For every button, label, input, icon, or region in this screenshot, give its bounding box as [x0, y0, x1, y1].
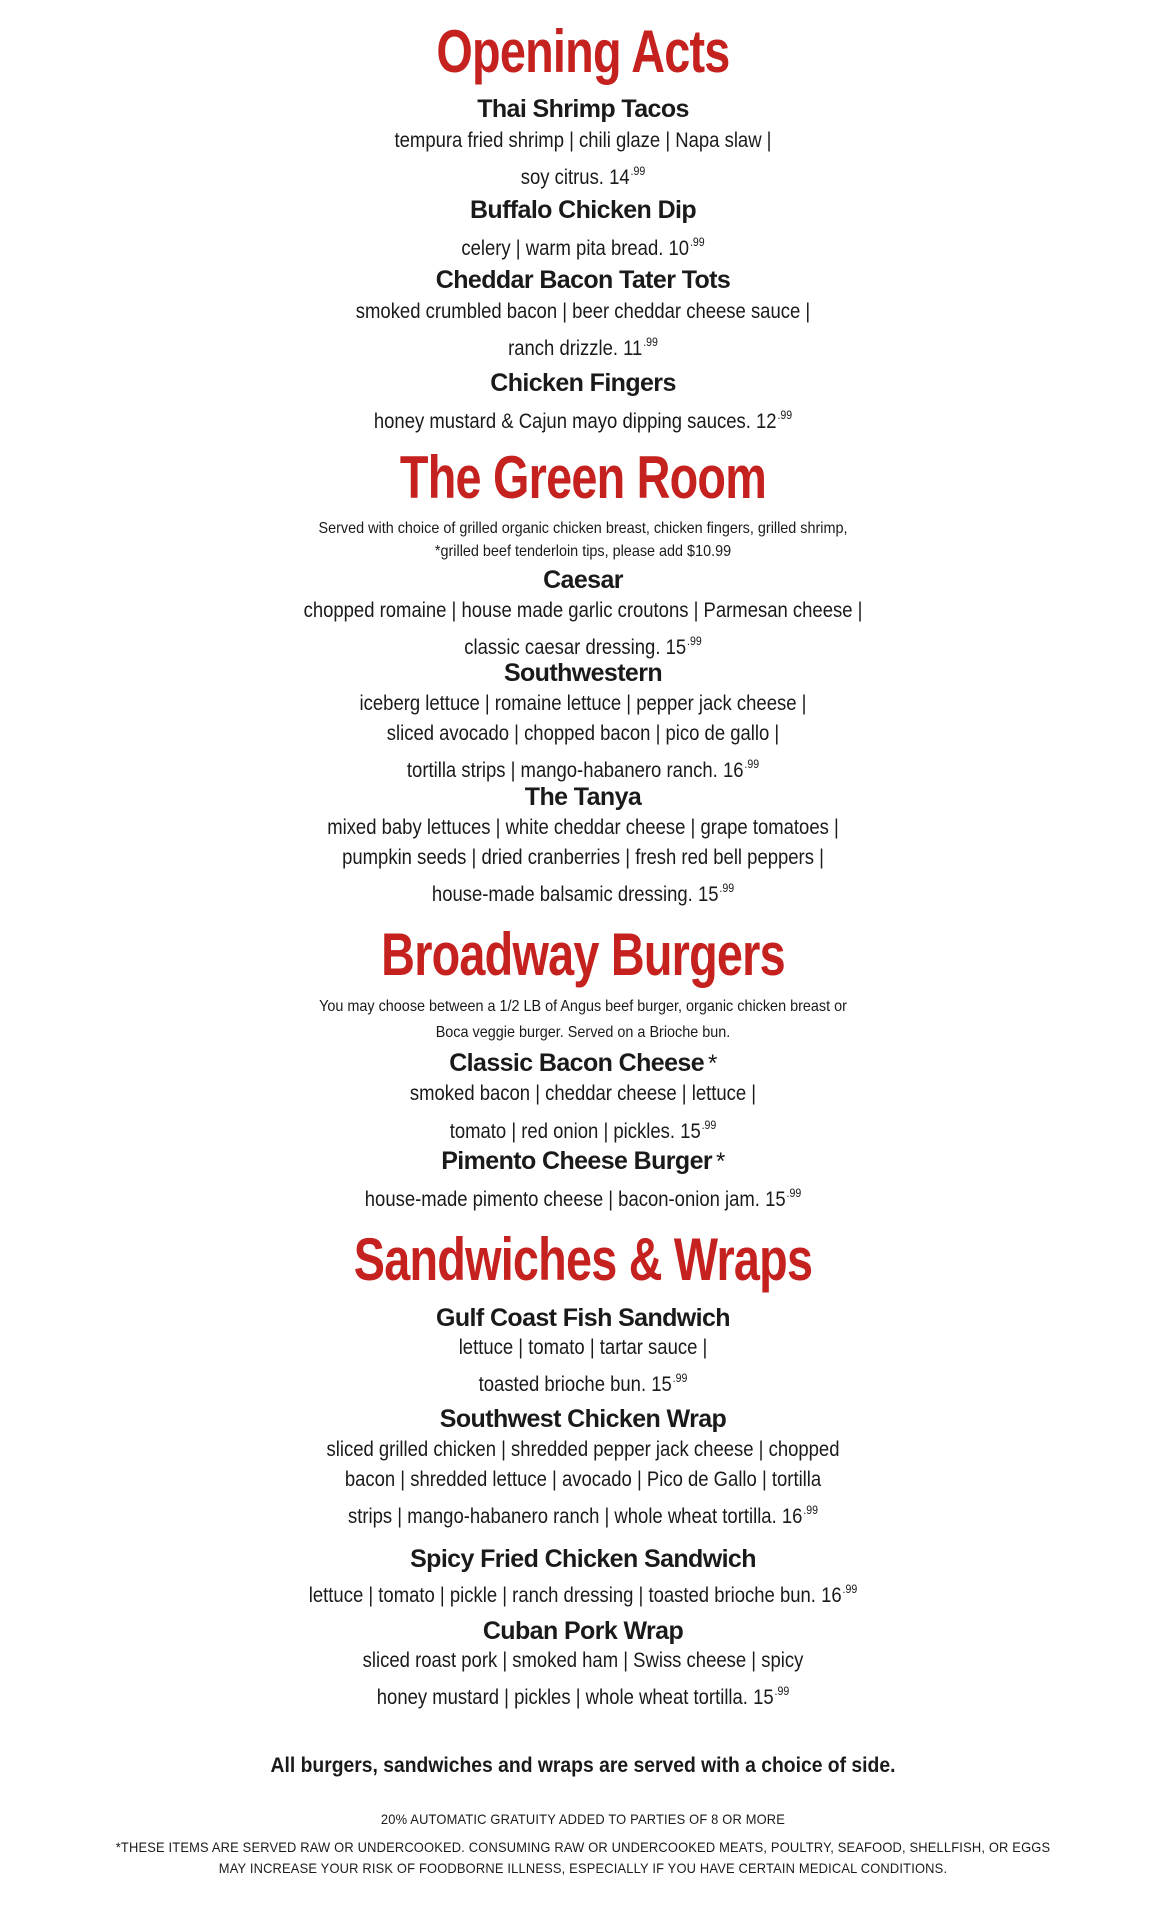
item-desc-line: bacon | shredded lettuce | avocado | Pico de Gallo | tortilla	[344, 1468, 822, 1491]
item-price: $14^{.99}$	[609, 164, 646, 189]
item-desc-line: ranch drizzle. $11^{.99}$	[508, 335, 658, 360]
side-note: All burgers, sandwiches and wraps are served with a choice of side.	[270, 1754, 896, 1777]
item-name-southwest-chicken-wrap: Southwest Chicken Wrap	[439, 1405, 727, 1433]
item-desc-line: sliced roast pork | smoked ham | Swiss cheese | spicy	[362, 1649, 804, 1672]
item-price: $15^{.99}$	[753, 1684, 790, 1709]
gratuity-notice: 20% AUTOMATIC GRATUITY ADDED TO PARTIES OF 8 OR MORE	[380, 1811, 786, 1827]
item-name-caesar: Caesar	[543, 566, 623, 594]
item-price: $11^{.99}$	[623, 335, 658, 360]
item-desc-line: lettuce | tomato | tartar sauce |	[458, 1336, 708, 1359]
item-desc-line: strips | mango-habanero ranch | whole wheat tortilla. $16^{.99}$	[348, 1503, 818, 1528]
section-title-sandwiches-wraps: Sandwiches & Wraps	[353, 1226, 813, 1293]
item-price: $12^{.99}$	[756, 408, 793, 433]
item-desc-line: sliced avocado | chopped bacon | pico de gallo |	[386, 722, 780, 745]
item-desc-line: honey mustard | pickles | whole wheat tortilla. $15^{.99}$	[376, 1684, 790, 1709]
raw-food-warning-line: MAY INCREASE YOUR RISK OF FOODBORNE ILLNESS, ESPECIALLY IF YOU HAVE CERTAIN MEDICAL CONDITIONS.	[218, 1860, 948, 1876]
item-price: $15^{.99}$	[651, 1371, 688, 1396]
item-desc-line: mixed baby lettuces | white cheddar cheese | grape tomatoes |	[327, 816, 839, 839]
item-name-the-tanya: The Tanya	[524, 783, 642, 811]
item-name-pimento-cheese-burger: Pimento Cheese Burger *	[441, 1147, 725, 1175]
item-desc-line: tempura fried shrimp | chili glaze | Napa slaw |	[394, 129, 772, 152]
item-name-gulf-coast-fish-sandwich: Gulf Coast Fish Sandwich	[436, 1304, 730, 1332]
raw-warning-star: *	[708, 1050, 717, 1077]
section-title-green-room: The Green Room	[399, 444, 767, 511]
section-note-line: Boca veggie burger. Served on a Brioche bun.	[435, 1024, 731, 1041]
item-name-cuban-pork-wrap: Cuban Pork Wrap	[482, 1617, 684, 1645]
item-desc-line: sliced grilled chicken | shredded pepper jack cheese | chopped	[326, 1438, 840, 1461]
item-price: $15^{.99}$	[765, 1186, 802, 1211]
section-title-broadway-burgers: Broadway Burgers	[381, 921, 785, 988]
item-desc-line: honey mustard & Cajun mayo dipping sauces. $12^{.99}$	[373, 408, 793, 433]
section-note-line: Served with choice of grilled organic chicken breast, chicken fingers, grilled shrimp,	[318, 520, 848, 537]
item-desc-line: soy citrus. $14^{.99}$	[520, 164, 646, 189]
item-desc-line: classic caesar dressing. $15^{.99}$	[464, 634, 702, 659]
item-name-chicken-fingers: Chicken Fingers	[490, 369, 676, 397]
item-desc-line: house-made pimento cheese | bacon-onion jam. $15^{.99}$	[364, 1186, 802, 1211]
item-desc-line: lettuce | tomato | pickle | ranch dressing | toasted brioche bun. $16^{.99}$	[308, 1582, 858, 1607]
item-price: $15^{.99}$	[665, 634, 702, 659]
item-name-classic-bacon-cheese: Classic Bacon Cheese *	[449, 1049, 717, 1077]
item-price: $10^{.99}$	[668, 235, 705, 260]
item-desc-line: iceberg lettuce | romaine lettuce | pepper jack cheese |	[359, 692, 807, 715]
item-desc-line: house-made balsamic dressing. $15^{.99}$	[431, 881, 735, 906]
item-name-southwestern: Southwestern	[503, 659, 663, 687]
item-price: $16^{.99}$	[821, 1582, 858, 1607]
item-desc-line: tortilla strips | mango-habanero ranch. $16^{.99}$	[406, 757, 760, 782]
item-name-thai-shrimp-tacos: Thai Shrimp Tacos	[477, 95, 689, 123]
item-price: $16^{.99}$	[781, 1503, 818, 1528]
raw-food-warning-line: *THESE ITEMS ARE SERVED RAW OR UNDERCOOKED. CONSUMING RAW OR UNDERCOOKED MEATS, POULTRY, SEAFOOD, SHELLFISH, OR EGGS	[115, 1839, 1051, 1855]
item-name-cheddar-bacon-tater-tots: Cheddar Bacon Tater Tots	[435, 266, 731, 294]
section-title-opening-acts: Opening Acts	[436, 18, 730, 85]
item-desc-line: pumpkin seeds | dried cranberries | fresh red bell peppers |	[342, 846, 824, 869]
item-desc-line: smoked crumbled bacon | beer cheddar cheese sauce |	[355, 300, 811, 323]
item-desc-line: chopped romaine | house made garlic croutons | Parmesan cheese |	[303, 599, 863, 622]
item-desc-line: celery | warm pita bread. $10^{.99}$	[461, 235, 705, 260]
item-price: $16^{.99}$	[722, 757, 760, 782]
item-name-buffalo-chicken-dip: Buffalo Chicken Dip	[469, 196, 697, 224]
item-desc-line: toasted brioche bun. $15^{.99}$	[478, 1371, 688, 1396]
item-desc-line: tomato | red onion | pickles. $15^{.99}$	[449, 1118, 717, 1143]
item-price: $15^{.99}$	[697, 881, 735, 906]
section-note-line: You may choose between a 1/2 LB of Angus beef burger, organic chicken breast or	[319, 998, 847, 1015]
item-price: $15^{.99}$	[680, 1118, 717, 1143]
item-name-spicy-fried-chicken-sandwich: Spicy Fried Chicken Sandwich	[410, 1545, 756, 1573]
item-desc-line: smoked bacon | cheddar cheese | lettuce |	[409, 1082, 757, 1105]
section-note-line: *grilled beef tenderloin tips, please add $10.99	[434, 543, 732, 560]
raw-warning-star: *	[716, 1148, 725, 1175]
